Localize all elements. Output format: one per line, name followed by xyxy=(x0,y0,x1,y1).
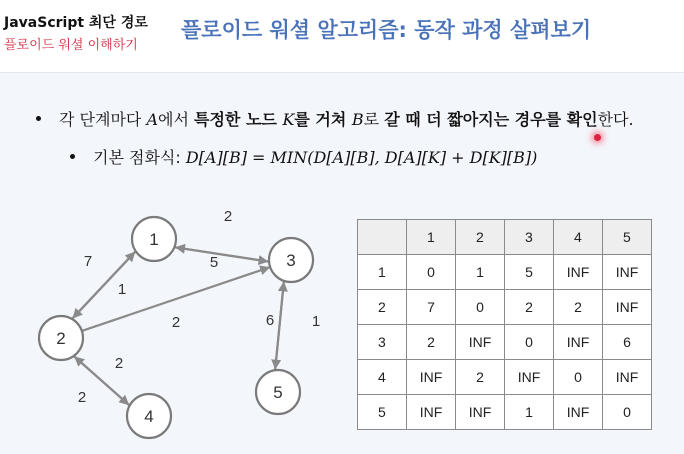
table-row xyxy=(358,255,652,290)
variable-a: A xyxy=(146,110,159,129)
bold-text: 를 확인 xyxy=(545,110,598,129)
graph-node-3 xyxy=(269,238,313,282)
table-cell: 1 xyxy=(456,255,505,290)
course-title: JavaScript 최단 경로 xyxy=(4,15,148,31)
table-cell: INF xyxy=(554,255,603,290)
table-cell: 1 xyxy=(505,395,554,430)
column-header: 1 xyxy=(407,220,456,255)
table-cell: INF xyxy=(603,255,652,290)
table-row xyxy=(358,325,652,360)
table-cell: 2 xyxy=(407,325,456,360)
table-cell: 2 xyxy=(505,290,554,325)
table-cell: INF xyxy=(456,395,505,430)
graph-edge-3-1 xyxy=(176,247,269,261)
graph-node-4 xyxy=(127,394,171,438)
table-corner-cell xyxy=(358,220,407,255)
node-label: 2 xyxy=(56,329,66,348)
table-cell: INF xyxy=(456,325,505,360)
table-cell: INF xyxy=(603,360,652,395)
slide-content xyxy=(0,72,684,454)
row-header: 5 xyxy=(358,395,407,430)
node-label: 1 xyxy=(149,230,159,249)
text-span: 한다. xyxy=(597,110,634,129)
edge-weight-4-2: 2 xyxy=(114,355,124,372)
table-cell: 7 xyxy=(407,290,456,325)
slide-title: 플로이드 워셜 알고리즘: 동작 과정 살펴보기 xyxy=(181,18,592,42)
column-header: 2 xyxy=(456,220,505,255)
edge-weight-3-5: 6 xyxy=(265,312,275,329)
variable-b: B xyxy=(351,110,364,129)
row-header: 4 xyxy=(358,360,407,395)
table-cell: 0 xyxy=(456,290,505,325)
bold-text: 특정한 노드 xyxy=(194,110,283,129)
table-cell: 0 xyxy=(505,325,554,360)
edge-weight-1-3: 5 xyxy=(209,254,219,271)
column-header: 5 xyxy=(603,220,652,255)
bold-text: 갈 때 더 짧아지는 경우 xyxy=(384,110,546,129)
table-cell: 0 xyxy=(603,395,652,430)
table-header-row xyxy=(358,220,652,255)
table-cell: 2 xyxy=(456,360,505,395)
table-cell: INF xyxy=(407,360,456,395)
formula-label: 기본 점화식: xyxy=(93,148,186,167)
table-cell: 2 xyxy=(554,290,603,325)
edge-weight-2-4: 2 xyxy=(77,389,87,406)
edge-weight-2-3: 2 xyxy=(171,314,181,331)
column-header: 3 xyxy=(505,220,554,255)
text-span: 각 단계마다 xyxy=(59,110,147,129)
edge-weight-5-3: 1 xyxy=(311,313,321,330)
graph-node-2 xyxy=(39,316,83,360)
variable-k: K xyxy=(282,110,295,129)
bold-text: 를 거쳐 xyxy=(294,110,352,129)
edge-weight-1-2: 1 xyxy=(117,281,127,298)
row-header: 2 xyxy=(358,290,407,325)
table-cell: 6 xyxy=(603,325,652,360)
edge-weight-3-1: 2 xyxy=(223,208,233,225)
row-header: 3 xyxy=(358,325,407,360)
slide-header xyxy=(0,0,684,62)
table-cell: 0 xyxy=(407,255,456,290)
course-subtitle: 플로이드 워셜 이해하기 xyxy=(4,38,138,53)
text-span: 에서 xyxy=(158,110,195,129)
column-header: 4 xyxy=(554,220,603,255)
node-label: 5 xyxy=(273,383,283,402)
table-row xyxy=(358,395,652,430)
table-cell: 5 xyxy=(505,255,554,290)
node-label: 3 xyxy=(286,251,296,270)
graph-node-1 xyxy=(132,217,176,261)
edge-weight-2-1: 7 xyxy=(83,253,93,270)
table-row xyxy=(358,360,652,395)
table-cell: 0 xyxy=(554,360,603,395)
graph-node-5 xyxy=(256,370,300,414)
distance-table xyxy=(357,219,652,430)
node-label: 4 xyxy=(144,407,154,426)
graph-edge-5-3 xyxy=(275,282,284,369)
formula-text: D[A][B] = MIN(D[A][B], D[A][K] + D[K][B]) xyxy=(185,148,538,167)
table-row xyxy=(358,290,652,325)
table-cell: INF xyxy=(554,395,603,430)
table-cell: INF xyxy=(407,395,456,430)
table-cell: INF xyxy=(505,360,554,395)
table-cell: INF xyxy=(603,290,652,325)
text-span: 로 xyxy=(363,110,385,129)
row-header: 1 xyxy=(358,255,407,290)
table-cell: INF xyxy=(554,325,603,360)
